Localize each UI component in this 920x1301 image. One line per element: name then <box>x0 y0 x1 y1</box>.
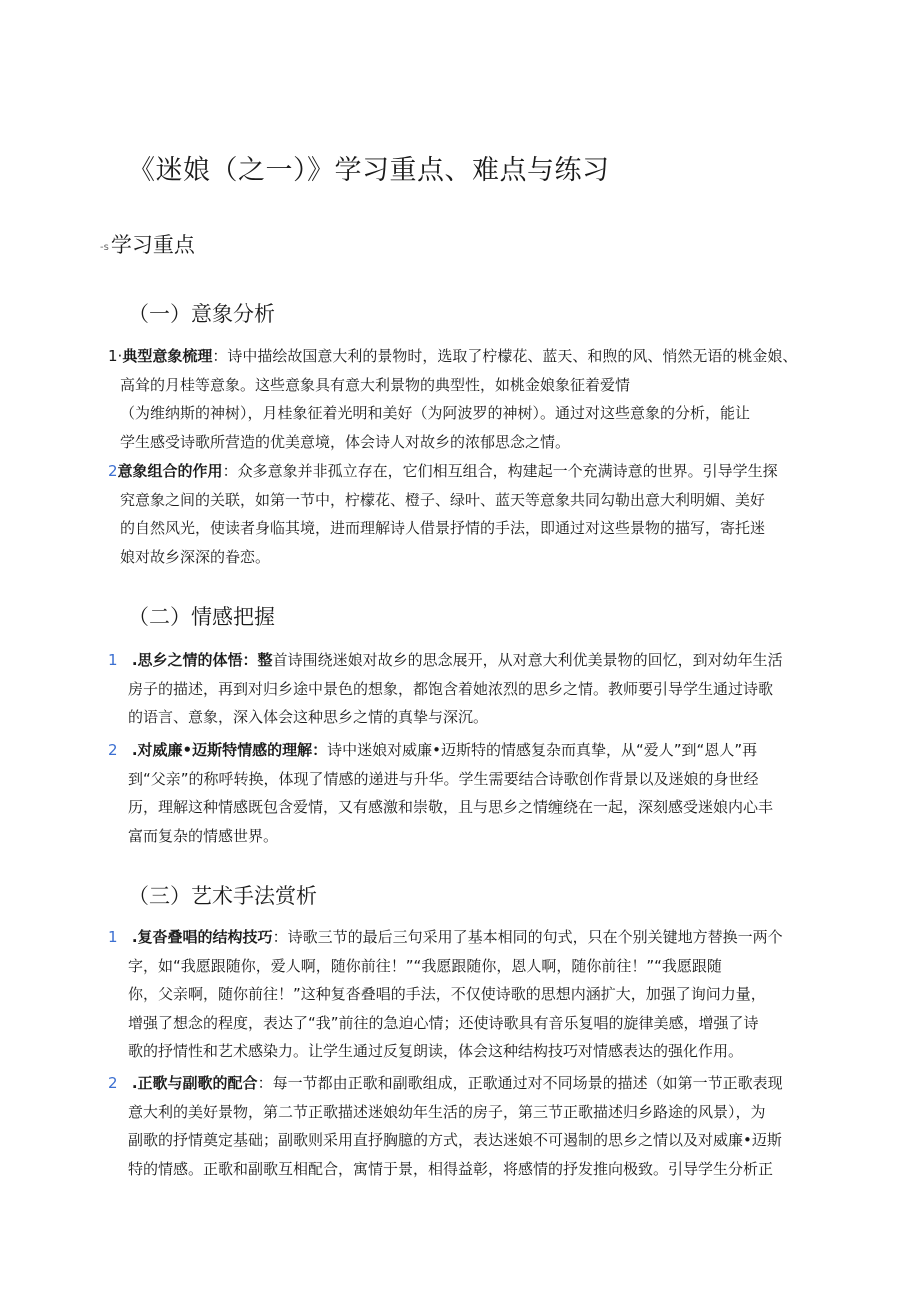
paragraph-line <box>108 923 783 952</box>
paragraph-line <box>108 457 778 486</box>
item-number: 2 <box>108 741 118 759</box>
item-term: .复沓叠唱的结构技巧 <box>131 928 273 946</box>
item-number: 1· <box>108 347 123 365</box>
paragraph-art-2 <box>108 1069 783 1183</box>
paragraph-emotion-2 <box>108 736 773 850</box>
item-term: 意象组合的作用 <box>117 462 223 480</box>
item-sep: ： <box>272 928 288 946</box>
line-text: 众多意象并非孤立存在，它们相互组合，构建起一个充满诗意的世界。引导学生探 <box>237 462 778 480</box>
subheading-emotion: （二）情感把握 <box>128 605 275 629</box>
item-sep: ： <box>212 347 228 365</box>
paragraph-line: 你，父亲啊，随你前往！”这种复沓叠唱的手法，不仅使诗歌的思想内涵扩大，加强了询问力量， <box>128 985 766 1003</box>
paragraph-line <box>108 736 773 765</box>
paragraph-line: 高耸的月桂等意象。这些意象具有意大利景物的典型性，如桃金娘象征着爱情 <box>120 375 631 394</box>
line-text: 首诗围绕迷娘对故乡的思念展开，从对意大利优美景物的回忆，到对幼年生活 <box>272 651 783 669</box>
subheading-art: （三）艺术手法赏析 <box>128 884 317 908</box>
item-term: .思乡之情的体悟：整 <box>131 651 273 669</box>
item-term: .对威廉•迈斯特情感的理解： <box>131 741 328 759</box>
line-text: 每一节都由正歌和副歌组成，正歌通过对不同场景的描述（如第一节正歌表现 <box>272 1074 783 1092</box>
subheading-imagery: （一）意象分析 <box>128 302 275 326</box>
paragraph-line: 增强了想念的程度，表达了“我”前往的急迫心情；还使诗歌具有音乐复唱的旋律美感，增强了诗 <box>128 1013 759 1032</box>
item-sep: ： <box>222 462 238 480</box>
paragraph-line: 意大利的美好景物，第二节正歌描述迷娘幼年生活的房子，第三节正歌描述归乡路途的风景），为 <box>128 1102 766 1121</box>
line-text: 诗歌三节的最后三句采用了基本相同的句式，只在个别关键地方替换一两个 <box>287 928 783 946</box>
paragraph-imagery-1 <box>108 342 797 456</box>
paragraph-line: 学生感受诗歌所营造的优美意境，体会诗人对故乡的浓郁思念之情。 <box>120 432 571 451</box>
paragraph-line: 字，如“我愿跟随你，爱人啊，随你前往！”“我愿跟随你，恩人啊，随你前往！”“我愿跟随 <box>128 956 722 975</box>
item-term: 典型意象梳理 <box>122 347 213 365</box>
paragraph-art-1 <box>108 923 783 1066</box>
paragraph-line: 富而复杂的情感世界。 <box>128 826 279 845</box>
item-number: 1 <box>108 928 118 946</box>
item-term: .正歌与副歌的配合 <box>131 1074 258 1092</box>
paragraph-imagery-2 <box>108 457 778 571</box>
item-number: 2 <box>108 1074 118 1092</box>
paragraph-line: 到“父亲”的称呼转换，体现了情感的递进与升华。学生需要结合诗歌创作背景以及迷娘的身世经 <box>128 769 759 788</box>
paragraph-line: 的语言、意象，深入体会这种思乡之情的真挚与深沉。 <box>128 708 489 726</box>
paragraph-line <box>108 1069 783 1098</box>
section-mark: -s <box>100 242 109 253</box>
paragraph-line: 特的情感。正歌和副歌互相配合，寓情于景，相得益彰，将感情的抒发推向极致。引导学生分析正 <box>128 1159 774 1178</box>
line-text: 诗中描绘故国意大利的景物时，选取了柠檬花、蓝天、和煦的风、悄然无语的桃金娘、 <box>227 347 798 365</box>
paragraph-line: （为维纳斯的神树），月桂象征着光明和美好（为阿波罗的神树）。通过对这些意象的分析，能让 <box>120 404 751 422</box>
paragraph-emotion-1 <box>108 646 783 732</box>
section-heading <box>100 229 195 259</box>
item-number: 2 <box>108 462 118 480</box>
paragraph-line: 娘对故乡深深的眷恋。 <box>120 547 271 566</box>
paragraph-line: 副歌的抒情奠定基础；副歌则采用直抒胸臆的方式，表达迷娘不可遏制的思乡之情以及对威廉•迈斯 <box>128 1131 782 1149</box>
item-number: 1 <box>108 651 118 669</box>
document-title: 《迷娘（之一）》学习重点、难点与练习 <box>128 155 610 186</box>
paragraph-line: 房子的描述，再到对归乡途中景色的想象，都饱含着她浓烈的思乡之情。教师要引导学生通过诗歌 <box>128 679 774 698</box>
paragraph-line: 歌的抒情性和艺术感染力。让学生通过反复朗读，体会这种结构技巧对情感表达的强化作用。 <box>128 1042 744 1060</box>
section-label: 学习重点 <box>110 233 195 257</box>
paragraph-line <box>108 342 797 371</box>
paragraph-line: 的自然风光，使读者身临其境，进而理解诗人借景抒情的手法，即通过对这些景物的描写，寄托迷 <box>120 519 766 537</box>
paragraph-line: 历，理解这种情感既包含爱情，又有感激和崇敬，且与思乡之情缠绕在一起，深刻感受迷娘内心丰 <box>128 798 774 816</box>
paragraph-line: 究意象之间的关联，如第一节中，柠檬花、橙子、绿叶、蓝天等意象共同勾勒出意大利明媚、美好 <box>120 490 766 509</box>
item-sep: ： <box>257 1074 273 1092</box>
paragraph-line <box>108 646 783 675</box>
line-text: 诗中迷娘对威廉•迈斯特的情感复杂而真挚，从“爱人”到“恩人”再 <box>327 741 758 759</box>
